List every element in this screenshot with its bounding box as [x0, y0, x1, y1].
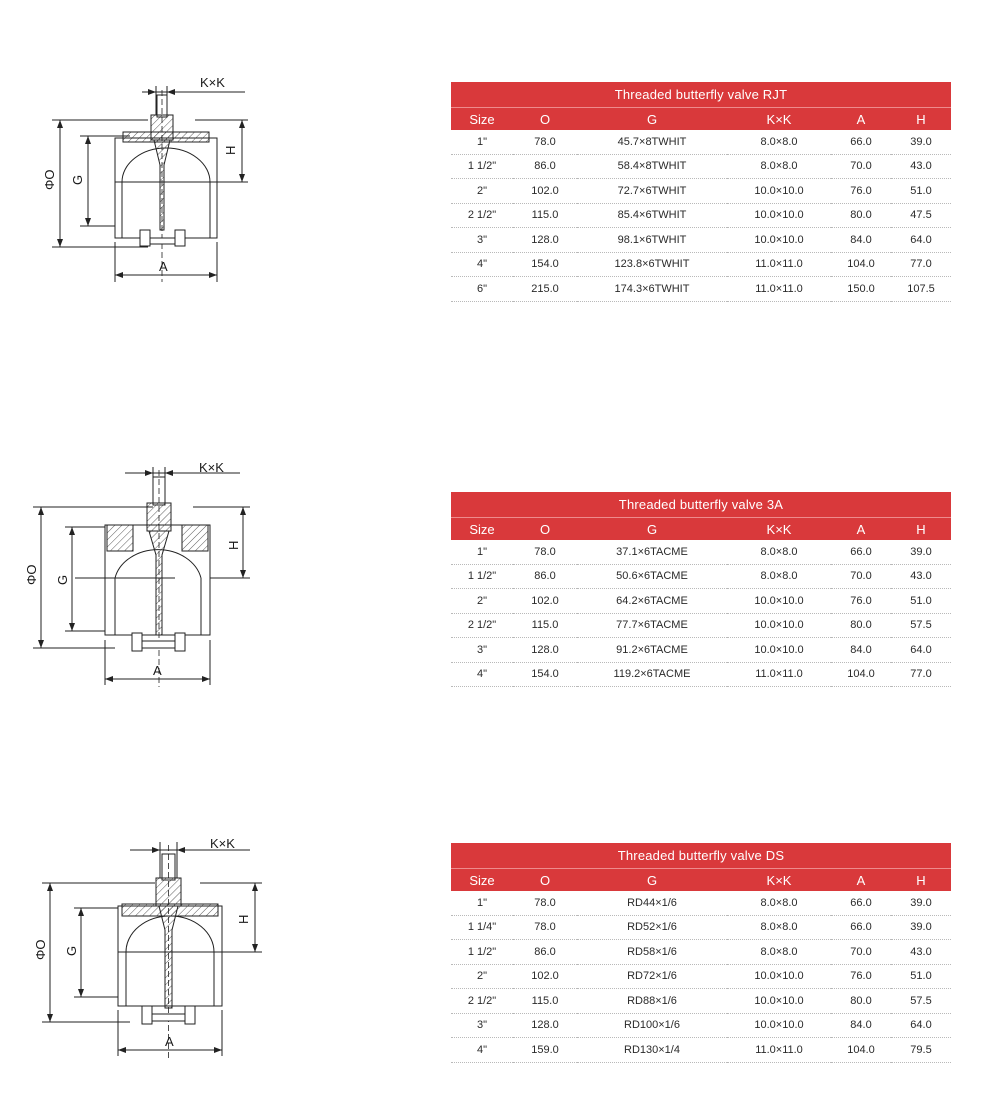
- cell-h: 43.0: [891, 564, 951, 589]
- cell-size: 1": [451, 891, 513, 915]
- cell-a: 66.0: [831, 540, 891, 564]
- cell-size: 1 1/4": [451, 915, 513, 940]
- cell-a: 70.0: [831, 154, 891, 179]
- cell-h: 107.5: [891, 277, 951, 302]
- cell-o: 86.0: [513, 564, 577, 589]
- cell-a: 70.0: [831, 940, 891, 965]
- cell-size: 1": [451, 130, 513, 154]
- cell-kk: 8.0×8.0: [727, 130, 831, 154]
- table-title: Threaded butterfly valve DS: [451, 843, 951, 869]
- section-rjt: [0, 0, 996, 330]
- cell-kk: 11.0×11.0: [727, 277, 831, 302]
- cell-kk: 8.0×8.0: [727, 915, 831, 940]
- cell-h: 43.0: [891, 940, 951, 965]
- cell-o: 128.0: [513, 1013, 577, 1038]
- valve-drawing-ds: [30, 830, 270, 1060]
- cell-size: 1 1/2": [451, 154, 513, 179]
- cell-size: 2 1/2": [451, 989, 513, 1014]
- cell-g: RD44×1/6: [577, 891, 727, 915]
- cell-kk: 10.0×10.0: [727, 638, 831, 663]
- cell-o: 115.0: [513, 613, 577, 638]
- column-header-size: Size: [451, 518, 513, 541]
- dim-label-h: H: [223, 145, 238, 155]
- table-row: [451, 252, 951, 277]
- cell-a: 104.0: [831, 1038, 891, 1063]
- table-row: [451, 989, 951, 1014]
- cell-size: 2": [451, 964, 513, 989]
- column-header-o: O: [513, 108, 577, 131]
- cell-g: RD72×1/6: [577, 964, 727, 989]
- table-title: Threaded butterfly valve 3A: [451, 492, 951, 518]
- cell-g: 58.4×8TWHIT: [577, 154, 727, 179]
- cell-a: 84.0: [831, 228, 891, 253]
- cell-kk: 10.0×10.0: [727, 989, 831, 1014]
- dim-label-g: G: [64, 945, 79, 956]
- table-row: [451, 154, 951, 179]
- cell-a: 104.0: [831, 662, 891, 687]
- cell-h: 39.0: [891, 130, 951, 154]
- dim-label-g: G: [55, 574, 70, 585]
- spec-table-3a: [451, 492, 951, 687]
- table-row: [451, 203, 951, 228]
- cell-a: 66.0: [831, 130, 891, 154]
- cell-kk: 10.0×10.0: [727, 203, 831, 228]
- cell-h: 64.0: [891, 228, 951, 253]
- cell-g: RD88×1/6: [577, 989, 727, 1014]
- table-row: [451, 891, 951, 915]
- cell-kk: 8.0×8.0: [727, 154, 831, 179]
- cell-h: 77.0: [891, 662, 951, 687]
- cell-g: 72.7×6TWHIT: [577, 179, 727, 204]
- dim-label-h: H: [226, 540, 241, 550]
- table-title: Threaded butterfly valve RJT: [451, 82, 951, 108]
- cell-a: 84.0: [831, 1013, 891, 1038]
- cell-o: 102.0: [513, 179, 577, 204]
- cell-o: 128.0: [513, 228, 577, 253]
- column-header-a: A: [831, 108, 891, 131]
- table-row: [451, 589, 951, 614]
- table-row: [451, 638, 951, 663]
- cell-a: 66.0: [831, 891, 891, 915]
- column-header-g: G: [577, 518, 727, 541]
- cell-h: 64.0: [891, 638, 951, 663]
- cell-h: 57.5: [891, 989, 951, 1014]
- cell-o: 78.0: [513, 891, 577, 915]
- column-header-kk: K×K: [727, 518, 831, 541]
- cell-kk: 8.0×8.0: [727, 891, 831, 915]
- dim-label-a: A: [159, 259, 168, 274]
- valve-drawing-3a: [15, 455, 255, 690]
- cell-g: RD100×1/6: [577, 1013, 727, 1038]
- cell-kk: 11.0×11.0: [727, 252, 831, 277]
- cell-size: 3": [451, 1013, 513, 1038]
- cell-size: 4": [451, 1038, 513, 1063]
- cell-h: 79.5: [891, 1038, 951, 1063]
- cell-o: 115.0: [513, 989, 577, 1014]
- table-row: [451, 179, 951, 204]
- cell-size: 3": [451, 638, 513, 663]
- cell-g: RD130×1/4: [577, 1038, 727, 1063]
- cell-o: 128.0: [513, 638, 577, 663]
- cell-kk: 8.0×8.0: [727, 564, 831, 589]
- column-header-g: G: [577, 869, 727, 892]
- cell-g: 37.1×6TACME: [577, 540, 727, 564]
- dim-label-a: A: [165, 1034, 174, 1049]
- table-row: [451, 130, 951, 154]
- spec-table-ds: [451, 843, 951, 1063]
- dim-label-kk: K×K: [200, 75, 225, 90]
- cell-size: 2": [451, 179, 513, 204]
- cell-h: 64.0: [891, 1013, 951, 1038]
- cell-size: 3": [451, 228, 513, 253]
- cell-kk: 10.0×10.0: [727, 589, 831, 614]
- cell-g: 174.3×6TWHIT: [577, 277, 727, 302]
- column-header-size: Size: [451, 869, 513, 892]
- cell-h: 47.5: [891, 203, 951, 228]
- table-row: [451, 915, 951, 940]
- cell-kk: 11.0×11.0: [727, 1038, 831, 1063]
- table-row: [451, 228, 951, 253]
- cell-kk: 10.0×10.0: [727, 1013, 831, 1038]
- cell-kk: 10.0×10.0: [727, 228, 831, 253]
- cell-g: RD58×1/6: [577, 940, 727, 965]
- cell-g: 91.2×6TACME: [577, 638, 727, 663]
- dim-label-o: ΦO: [33, 939, 48, 960]
- cell-o: 102.0: [513, 589, 577, 614]
- cell-o: 102.0: [513, 964, 577, 989]
- cell-a: 76.0: [831, 964, 891, 989]
- dim-label-g: G: [70, 174, 85, 185]
- valve-drawing-rjt: [30, 70, 270, 285]
- dim-label-a: A: [153, 663, 162, 678]
- cell-g: 64.2×6TACME: [577, 589, 727, 614]
- cell-a: 104.0: [831, 252, 891, 277]
- table-row: [451, 1038, 951, 1063]
- cell-h: 39.0: [891, 915, 951, 940]
- dim-label-h: H: [236, 914, 251, 924]
- column-header-size: Size: [451, 108, 513, 131]
- cell-g: 50.6×6TACME: [577, 564, 727, 589]
- table-row: [451, 662, 951, 687]
- cell-o: 78.0: [513, 540, 577, 564]
- cell-size: 1": [451, 540, 513, 564]
- spec-table-rjt: [451, 82, 951, 302]
- column-header-h: H: [891, 518, 951, 541]
- cell-o: 78.0: [513, 130, 577, 154]
- cell-kk: 10.0×10.0: [727, 179, 831, 204]
- cell-h: 51.0: [891, 589, 951, 614]
- cell-g: 123.8×6TWHIT: [577, 252, 727, 277]
- cell-o: 154.0: [513, 662, 577, 687]
- cell-g: 98.1×6TWHIT: [577, 228, 727, 253]
- cell-a: 84.0: [831, 638, 891, 663]
- cell-o: 115.0: [513, 203, 577, 228]
- column-header-h: H: [891, 869, 951, 892]
- cell-o: 215.0: [513, 277, 577, 302]
- cell-a: 76.0: [831, 589, 891, 614]
- column-header-o: O: [513, 518, 577, 541]
- cell-kk: 11.0×11.0: [727, 662, 831, 687]
- column-header-kk: K×K: [727, 869, 831, 892]
- cell-a: 80.0: [831, 613, 891, 638]
- cell-o: 86.0: [513, 940, 577, 965]
- column-header-h: H: [891, 108, 951, 131]
- cell-g: 119.2×6TACME: [577, 662, 727, 687]
- cell-size: 1 1/2": [451, 564, 513, 589]
- cell-h: 43.0: [891, 154, 951, 179]
- table-row: [451, 964, 951, 989]
- dim-label-kk: K×K: [199, 460, 224, 475]
- cell-o: 159.0: [513, 1038, 577, 1063]
- table-row: [451, 540, 951, 564]
- cell-o: 86.0: [513, 154, 577, 179]
- cell-g: 45.7×8TWHIT: [577, 130, 727, 154]
- cell-g: 85.4×6TWHIT: [577, 203, 727, 228]
- cell-a: 66.0: [831, 915, 891, 940]
- cell-h: 77.0: [891, 252, 951, 277]
- cell-h: 51.0: [891, 964, 951, 989]
- cell-size: 2 1/2": [451, 613, 513, 638]
- cell-o: 78.0: [513, 915, 577, 940]
- column-header-a: A: [831, 518, 891, 541]
- dim-label-o: ΦO: [24, 564, 39, 585]
- table-row: [451, 277, 951, 302]
- cell-size: 2 1/2": [451, 203, 513, 228]
- table-row: [451, 940, 951, 965]
- table-row: [451, 564, 951, 589]
- cell-size: 1 1/2": [451, 940, 513, 965]
- dim-label-kk: K×K: [210, 836, 235, 851]
- cell-o: 154.0: [513, 252, 577, 277]
- cell-size: 6": [451, 277, 513, 302]
- cell-g: 77.7×6TACME: [577, 613, 727, 638]
- cell-h: 57.5: [891, 613, 951, 638]
- cell-a: 80.0: [831, 989, 891, 1014]
- column-header-a: A: [831, 869, 891, 892]
- cell-kk: 10.0×10.0: [727, 613, 831, 638]
- cell-h: 39.0: [891, 540, 951, 564]
- cell-a: 150.0: [831, 277, 891, 302]
- cell-h: 39.0: [891, 891, 951, 915]
- cell-size: 4": [451, 252, 513, 277]
- cell-kk: 10.0×10.0: [727, 964, 831, 989]
- cell-a: 70.0: [831, 564, 891, 589]
- column-header-g: G: [577, 108, 727, 131]
- column-header-o: O: [513, 869, 577, 892]
- cell-kk: 8.0×8.0: [727, 540, 831, 564]
- table-row: [451, 1013, 951, 1038]
- dim-label-o: ΦO: [42, 169, 57, 190]
- cell-g: RD52×1/6: [577, 915, 727, 940]
- cell-size: 4": [451, 662, 513, 687]
- column-header-kk: K×K: [727, 108, 831, 131]
- cell-size: 2": [451, 589, 513, 614]
- cell-kk: 8.0×8.0: [727, 940, 831, 965]
- cell-h: 51.0: [891, 179, 951, 204]
- cell-a: 76.0: [831, 179, 891, 204]
- cell-a: 80.0: [831, 203, 891, 228]
- table-row: [451, 613, 951, 638]
